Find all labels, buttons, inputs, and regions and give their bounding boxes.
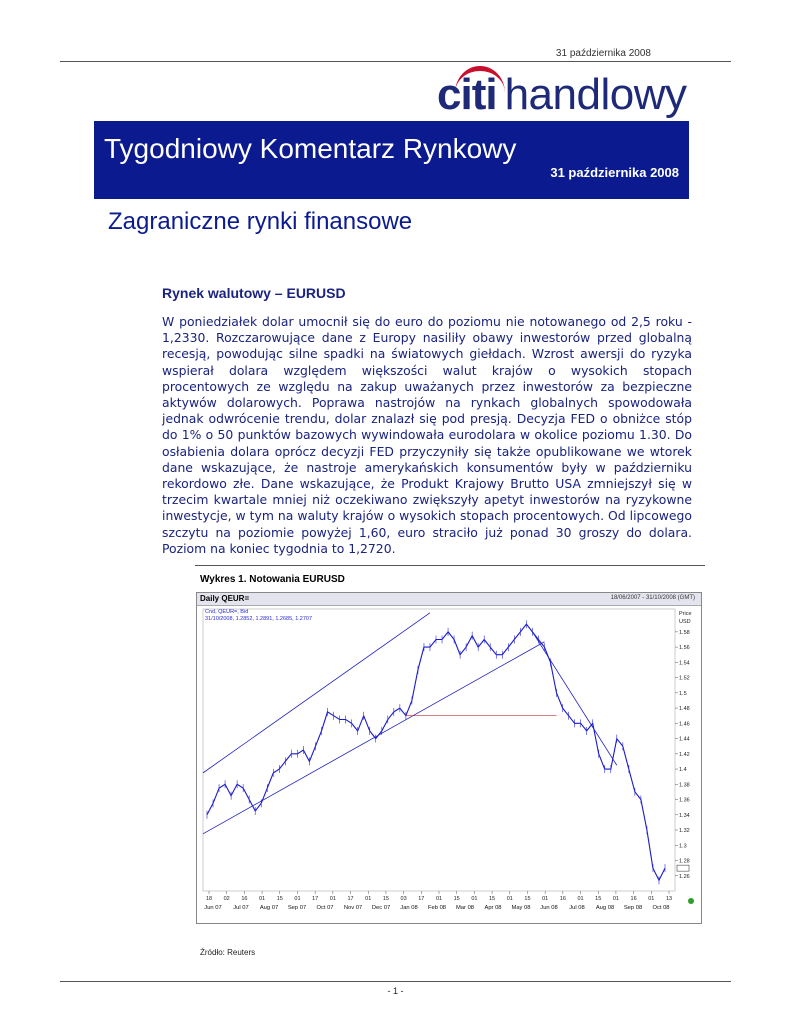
page-number: - 1 - [387, 986, 404, 996]
document-title: Tygodniowy Komentarz Rynkowy [104, 133, 517, 164]
x-day-label: 13 [665, 896, 673, 902]
x-month-label: May 08 [511, 905, 531, 911]
y-axis-currency-label: USD [679, 619, 691, 625]
x-day-label: 01 [577, 896, 584, 902]
x-day-label: 15 [524, 896, 531, 902]
y-tick-label: 1.52 [679, 675, 690, 682]
header-date: 31 października 2008 [555, 48, 651, 59]
eurusd-chart [196, 592, 702, 924]
x-month-label: Dec 07 [371, 905, 391, 911]
x-day-label: 01 [435, 896, 443, 902]
status-dot [688, 898, 694, 904]
x-day-label: 03 [400, 896, 407, 902]
article-heading: Rynek walutowy – EURUSD [162, 285, 346, 301]
x-day-label: 17 [418, 896, 425, 902]
logo-citi: citi [437, 72, 497, 118]
x-day-label: 01 [542, 896, 549, 902]
figure-source: Źródło: Reuters [200, 948, 256, 957]
x-month-label: Jul 08 [569, 905, 585, 911]
x-month-label: Mar 08 [455, 905, 475, 911]
chart-range: 18/06/2007 - 31/10/2008 (GMT) [610, 595, 695, 601]
y-tick-label: 1.36 [679, 797, 690, 804]
last-price-box [677, 865, 689, 871]
x-day-label: 16 [241, 896, 248, 902]
chart-name: Daily QEUR= [200, 594, 250, 603]
x-day-label: 16 [559, 896, 566, 902]
logo-handlowy: handlowy [504, 70, 687, 119]
y-tick-label: 1.32 [679, 828, 690, 835]
y-axis-price-label: Price [679, 611, 692, 617]
x-day-label: 01 [471, 896, 478, 902]
x-month-label: Aug 08 [595, 905, 615, 911]
article-body: W poniedziałek dolar umocnił się do euro do poziomu nie notowanego od 2,5 roku - 1,2330. Rozczarowujące dane z Europy nasiliły obawy inwestorów przed globalną recesją, powodując silne spadki na światowych giełdach. Wzrost awersji do ryzyka wspierał dolara względem większości walut krajów o wysokich stopach procentowych ze względu na zakup uważanych przez inwestorów za bezpieczne aktywów dolarowych. Poprawa nastrojów na rynkach globalnych spowodowała jednak odwrócenie trendu, dolar znalazł się pod presją. Decyzja FED o obniżce stóp do 1% o 50 punktów bazowych wywindowała eurodolara w okolice poziomu 1.30. Do osłabienia dolara oprócz decyzji FED przyczyniły się także opublikowane we wtorek dane wskazujące, że nastroje amerykańskich konsumentów były w październiku rekordowo złe. Dane wskazujące, że Produkt Krajowy Brutto USA zmniejszył się w trzecim kwartale mniej niż oczekiwano zwiększyły apetyt inwestorów na ryzykowne inwestycje, w tym na waluty krajów o wysokich stopach procentowych. Od lipcowego szczytu na poziomie powyżej 1,60, euro straciło już ponad 30 groszy do dolara. Poziom na koniec tygodnia to 1,2720. [162, 314, 692, 556]
x-day-label: 17 [312, 896, 319, 902]
legend-line-2: 31/10/2008, 1.2852, 1.2891, 1.2685, 1.2707 [205, 616, 313, 622]
x-month-label: Apr 08 [484, 905, 502, 911]
x-day-label: 01 [329, 896, 336, 902]
y-tick-label: 1.46 [679, 721, 690, 728]
chart-header-bar [197, 593, 701, 606]
x-day-label: 15 [453, 896, 460, 902]
citi-handlowy-logo [437, 72, 686, 122]
y-tick-label: 1.54 [679, 660, 690, 667]
x-day-label: 15 [489, 896, 496, 902]
x-day-label: 17 [347, 896, 354, 902]
y-tick-label: 1.26 [679, 873, 690, 880]
chart-svg [197, 593, 701, 923]
x-month-label: Nov 07 [343, 905, 363, 911]
chart-legend [205, 609, 312, 623]
y-tick-label: 1.44 [679, 736, 690, 743]
x-month-label: Jun 07 [204, 905, 222, 911]
figure-rule [195, 565, 705, 566]
footer-rule [60, 981, 731, 982]
header-rule [60, 61, 731, 62]
y-tick-label: 1.3 [679, 843, 687, 850]
title-banner [94, 121, 689, 199]
x-day-label: 02 [223, 896, 230, 902]
x-month-label: Sep 08 [623, 905, 643, 911]
x-month-label: Jan 08 [400, 905, 418, 911]
x-day-label: 01 [365, 896, 372, 902]
banner-date: 31 października 2008 [550, 165, 679, 180]
figure-caption: Wykres 1. Notowania EURUSD [200, 574, 345, 585]
x-month-label: Oct 08 [652, 905, 670, 911]
x-month-label: Jul 07 [233, 905, 249, 911]
x-month-label: Feb 08 [427, 905, 447, 911]
y-tick-label: 1.34 [679, 812, 690, 819]
x-day-label: 01 [506, 896, 513, 902]
section-title: Zagraniczne rynki finansowe [108, 208, 413, 235]
x-day-label: 01 [612, 896, 619, 902]
x-day-label: 01 [259, 896, 266, 902]
x-month-label: Aug 07 [259, 905, 279, 911]
y-tick-label: 1.38 [679, 782, 690, 789]
x-month-label: Jun 08 [540, 905, 558, 911]
legend-line-1: Cnd, QEUR=, Bid [205, 609, 249, 615]
x-month-label: Oct 07 [316, 905, 334, 911]
x-day-label: 15 [276, 896, 283, 902]
x-day-label: 01 [648, 896, 655, 902]
x-day-label: 01 [294, 896, 301, 902]
y-tick-label: 1.4 [679, 767, 687, 774]
x-month-label: Sep 07 [287, 905, 307, 911]
y-tick-label: 1.56 [679, 645, 690, 652]
y-tick-label: 1.58 [679, 629, 690, 636]
x-day-label: 15 [595, 896, 602, 902]
x-day-label: 15 [382, 896, 389, 902]
y-tick-label: 1.5 [679, 690, 687, 697]
y-tick-label: 1.28 [679, 858, 690, 865]
x-day-label: 16 [630, 896, 637, 902]
y-tick-label: 1.42 [679, 751, 690, 758]
x-day-label: 18 [205, 896, 213, 902]
plot-area [203, 609, 675, 891]
y-tick-label: 1.48 [679, 706, 690, 713]
